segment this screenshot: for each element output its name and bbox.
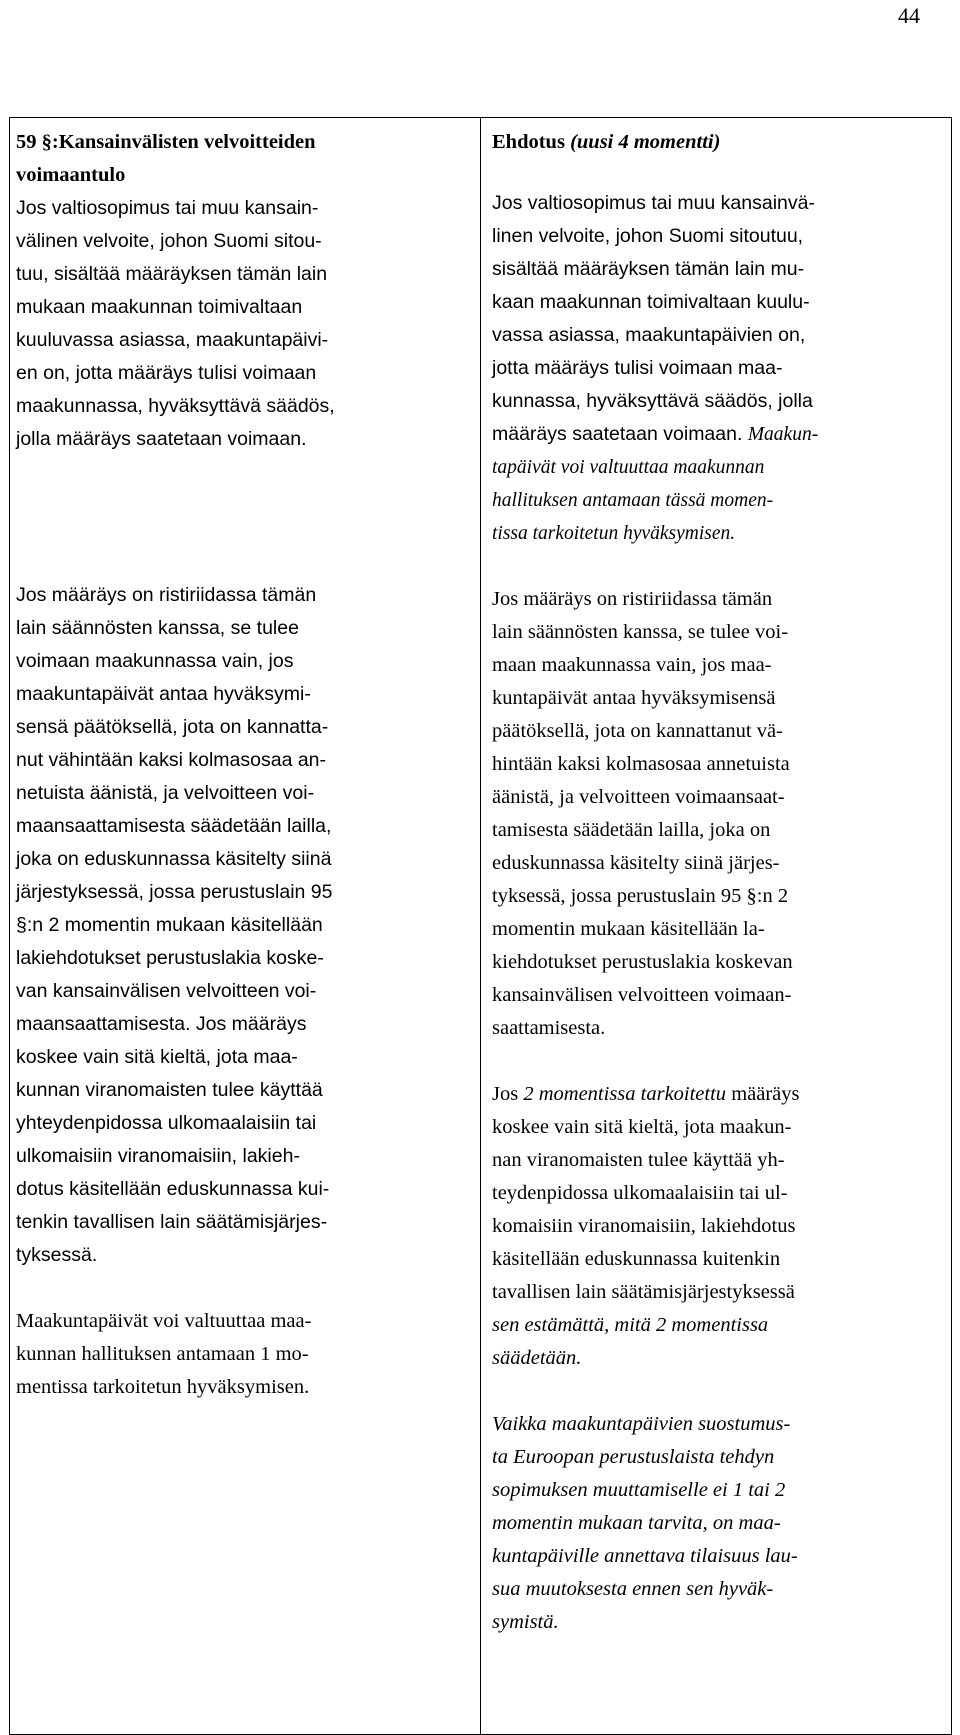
left-paragraph-2: Jos määräys on ristiriidassa tämän lain säännösten kanssa, se tulee voimaan maakunnassa vain, jos maakuntapäivät antaa hyväksymi- sensä päätöksellä, jota on kannatta- nut vähintään kaksi kolmasosaa an- netuista äänistä, ja velvoitteen voi- maansaattamisesta säädetään lailla, joka on eduskunnassa käsitelty siinä järjestyksessä, jossa perustuslain 95 §:n 2 momentin mukaan käsitellään lakiehdotukset perustuslakia koske- van kansainvälisen velvoitteen voi- maansaattamisesta. Jos määräys koskee vain sitä kieltä, jota maa- kunnan viranomaisten tulee käyttää yhteydenpidossa ulkomaalaisiin tai ulkomaisiin viranomaisiin, lakieh- dotus käsitellään eduskunnassa kui- tenkin tavallisen lain säätämisjärjes- tyksessä. (16, 584, 333, 1266)
right-paragraph-3-amendment-2: sen estämättä, mitä 2 momentissa säädetään. (492, 1314, 769, 1369)
right-paragraph-3-start: Jos (492, 1083, 524, 1105)
left-paragraph-3: Maakuntapäivät voi valtuuttaa maa- kunnan hallituksen antamaan 1 mo- mentissa tarkoitetun hyväksymisen. (16, 1310, 312, 1398)
right-paragraph-1-addition: Maakun- tapäivät voi valtuuttaa maakunnan hallituksen antamaan tässä momen- tissa tarkoitetun hyväksymisen. (492, 424, 819, 544)
right-paragraph-2: Jos määräys on ristiriidassa tämän lain säännösten kanssa, se tulee voi- maan maakunnassa vain, jos maa- kuntapäivät antaa hyväksymisensä päätöksellä, jota on kannattanut vä- hintään kaksi kolmasosaa annetuista äänistä, ja velvoitteen voimaansaat- tamisesta säädetään lailla, joka on eduskunnassa käsitelty siinä järjes- tyksessä, jossa perustuslain 95 §:n 2 momentin mukaan käsitellään la- kiehdotukset perustuslakia koskevan kansainvälisen velvoitteen voimaan- saattamisesta. (492, 588, 793, 1039)
comparison-table (9, 117, 952, 1735)
right-paragraph-4-text: Vaikka maakuntapäivien suostumus- ta Euroopan perustuslaista tehdyn sopimuksen muuttamiselle ei 1 tai 2 momentin mukaan tarvita, on maa- kuntapäiville annettava tilaisuus lau- sua muutoksesta ennen sen hyväk- symistä. (492, 1413, 798, 1633)
proposal-heading (492, 126, 941, 159)
right-paragraph-3-amendment-1: 2 momentissa tarkoitettu (523, 1083, 727, 1105)
proposal-heading-label: Ehdotus (492, 131, 565, 153)
right-paragraph-3-middle: määräys koskee vain sitä kieltä, jota maakun- nan viranomaisten tulee käyttää yh- teydenpidossa ulkomaalaisiin tai ul- komaisiin viranomaisiin, lakiehdotus käsitellään eduskunnassa kuitenkin tavallisen lain säätämisjärjestyksessä (492, 1083, 800, 1303)
right-paragraph-4 (492, 1408, 941, 1639)
proposal-column (481, 118, 951, 1734)
section-title: 59 §:Kansainvälisten velvoitteiden voimaantulo (16, 131, 316, 186)
right-paragraph-1-text: Jos valtiosopimus tai muu kansainvä- linen velvoite, johon Suomi sitoutuu, sisältää määräyksen tämän lain mu- kaan maakunnan toimivaltaan kuulu- vassa asiassa, maakuntapäivien on, jotta määräys tulisi voimaan maa- kunnassa, hyväksyttävä säädös, jolla määräys saatetaan voimaan. (492, 192, 815, 445)
current-law-column (10, 118, 481, 1734)
right-paragraph-3 (492, 1078, 941, 1375)
left-paragraph-1: Jos valtiosopimus tai muu kansain- välinen velvoite, johon Suomi sitou- tuu, sisältää määräyksen tämän lain mukaan maakunnan toimivaltaan kuuluvassa asiassa, maakuntapäivi- en on, jotta määräys tulisi voimaan maakunnassa, hyväksyttävä säädös, jolla määräys saatetaan voimaan. (16, 197, 335, 450)
right-paragraph-1 (492, 187, 941, 550)
proposal-heading-note: (uusi 4 momentti) (564, 131, 721, 153)
page-number: 44 (898, 3, 920, 28)
